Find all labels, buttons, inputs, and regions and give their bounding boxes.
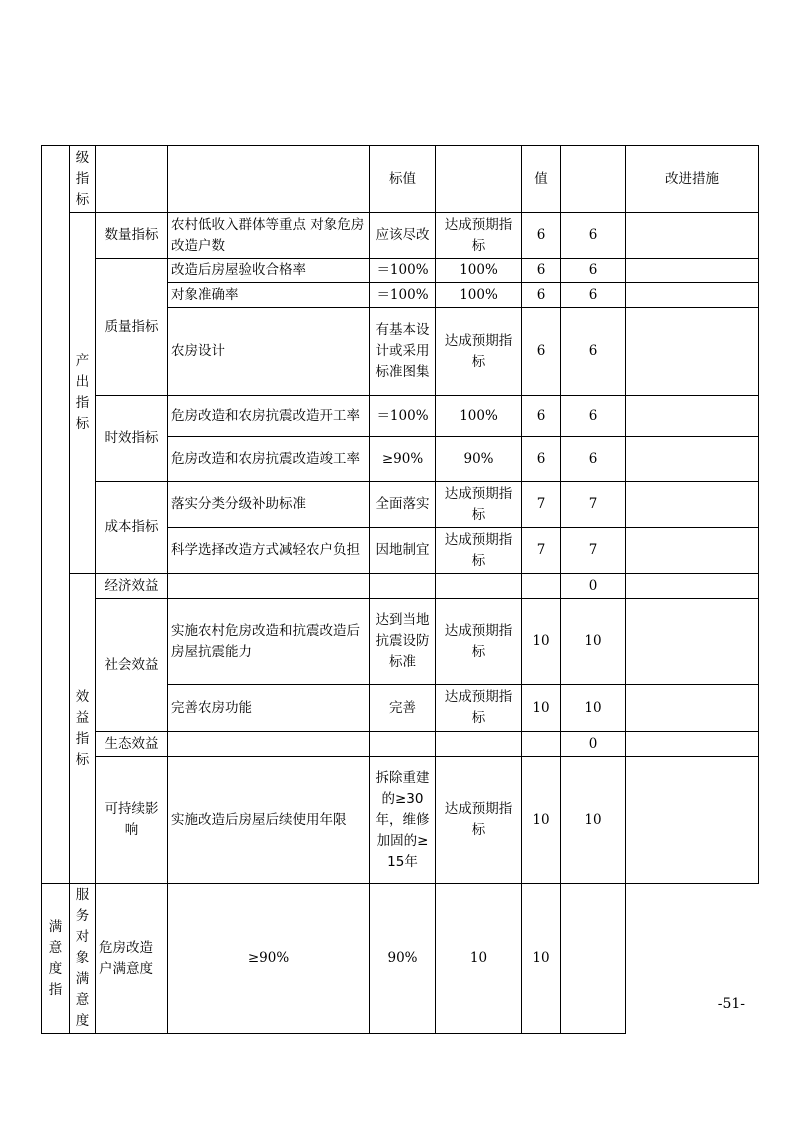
- measure-cell: [626, 308, 759, 396]
- weight-cell: 7: [522, 528, 561, 574]
- actual-cell: 达成预期指标: [436, 213, 522, 259]
- indicator-cell: [168, 574, 370, 599]
- group-effect: 效益指标: [70, 574, 96, 884]
- actual-cell: [436, 574, 522, 599]
- target-cell: 完善: [370, 685, 436, 732]
- header-empty-2: [168, 146, 370, 213]
- indicator-cell: 实施农村危房改造和抗震改造后房屋抗震能力: [168, 599, 370, 685]
- score-cell: 6: [561, 213, 626, 259]
- category-social: 社会效益: [96, 599, 168, 732]
- score-cell: 10: [561, 599, 626, 685]
- actual-cell: 100%: [436, 259, 522, 283]
- first-level-column: [42, 146, 70, 884]
- weight-cell: 6: [522, 283, 561, 308]
- target-cell: ＝100%: [370, 396, 436, 437]
- weight-cell: 7: [522, 482, 561, 528]
- category-timeliness: 时效指标: [96, 396, 168, 482]
- target-cell: [370, 732, 436, 757]
- target-cell: 全面落实: [370, 482, 436, 528]
- actual-cell: 100%: [436, 283, 522, 308]
- score-cell: 10: [522, 884, 561, 1034]
- measure-cell: [626, 599, 759, 685]
- table-row: [42, 259, 759, 283]
- actual-cell: 达成预期指标: [436, 482, 522, 528]
- category-quality: 质量指标: [96, 259, 168, 396]
- category-sustainable: 可持续影响: [96, 757, 168, 884]
- weight-cell: 10: [436, 884, 522, 1034]
- measure-cell: [626, 685, 759, 732]
- category-service: 服务对象满意度: [70, 884, 96, 1034]
- header-level: 级指标: [70, 146, 96, 213]
- indicator-cell: 农村低收入群体等重点 对象危房改造户数: [168, 213, 370, 259]
- indicator-cell: 完善农房功能: [168, 685, 370, 732]
- indicator-cell: [168, 732, 370, 757]
- actual-cell: 达成预期指标: [436, 685, 522, 732]
- score-cell: 7: [561, 482, 626, 528]
- indicator-cell: 危房改造和农房抗震改造竣工率: [168, 437, 370, 482]
- actual-cell: 90%: [436, 437, 522, 482]
- category-ecological: 生态效益: [96, 732, 168, 757]
- measure-cell: [626, 437, 759, 482]
- measure-cell: [626, 283, 759, 308]
- table-row: [42, 732, 759, 757]
- measure-cell: [626, 574, 759, 599]
- weight-cell: 6: [522, 213, 561, 259]
- indicator-cell: 对象准确率: [168, 283, 370, 308]
- actual-cell: 达成预期指标: [436, 757, 522, 884]
- page-number: -51-: [717, 996, 745, 1012]
- score-cell: 6: [561, 308, 626, 396]
- target-cell: ＝100%: [370, 259, 436, 283]
- score-cell: 0: [561, 732, 626, 757]
- measure-cell: [626, 482, 759, 528]
- indicator-cell: 实施改造后房屋后续使用年限: [168, 757, 370, 884]
- target-cell: 应该尽改: [370, 213, 436, 259]
- score-cell: 6: [561, 437, 626, 482]
- actual-cell: 达成预期指标: [436, 308, 522, 396]
- measure-cell: [626, 528, 759, 574]
- category-cost: 成本指标: [96, 482, 168, 574]
- measure-cell: [626, 213, 759, 259]
- header-empty-4: [561, 146, 626, 213]
- target-cell: ≥90%: [168, 884, 370, 1034]
- weight-cell: 10: [522, 599, 561, 685]
- table-row: [42, 482, 759, 528]
- table-row: [42, 599, 759, 685]
- table-row: [42, 574, 759, 599]
- header-empty-1: [96, 146, 168, 213]
- target-cell: ＝100%: [370, 283, 436, 308]
- measure-cell: [626, 732, 759, 757]
- indicator-cell: 落实分类分级补助标准: [168, 482, 370, 528]
- actual-cell: 达成预期指标: [436, 599, 522, 685]
- score-cell: 10: [561, 757, 626, 884]
- category-quantity: 数量指标: [96, 213, 168, 259]
- indicator-cell: 危房改造户满意度: [96, 884, 168, 1034]
- indicator-cell: 农房设计: [168, 308, 370, 396]
- score-cell: 10: [561, 685, 626, 732]
- weight-cell: 10: [522, 757, 561, 884]
- actual-cell: 达成预期指标: [436, 528, 522, 574]
- measure-cell: [626, 259, 759, 283]
- weight-cell: 6: [522, 437, 561, 482]
- performance-table: [41, 145, 759, 1034]
- score-cell: 6: [561, 396, 626, 437]
- indicator-cell: 科学选择改造方式减轻农户负担: [168, 528, 370, 574]
- indicator-cell: 改造后房屋验收合格率: [168, 259, 370, 283]
- table-row: [42, 396, 759, 437]
- weight-cell: 6: [522, 396, 561, 437]
- header-standard: 标值: [370, 146, 436, 213]
- measure-cell: [626, 396, 759, 437]
- weight-cell: [522, 574, 561, 599]
- actual-cell: 100%: [436, 396, 522, 437]
- target-cell: 拆除重建的≥30年，维修加固的≥15年: [370, 757, 436, 884]
- header-row: [42, 146, 759, 213]
- header-value: 值: [522, 146, 561, 213]
- score-cell: 0: [561, 574, 626, 599]
- target-cell: ≥90%: [370, 437, 436, 482]
- target-cell: 达到当地抗震设防标准: [370, 599, 436, 685]
- actual-cell: [436, 732, 522, 757]
- table-row: [42, 213, 759, 259]
- target-cell: 有基本设计或采用标准图集: [370, 308, 436, 396]
- table-row: [42, 757, 759, 884]
- weight-cell: 6: [522, 259, 561, 283]
- score-cell: 6: [561, 283, 626, 308]
- score-cell: 6: [561, 259, 626, 283]
- indicator-cell: 危房改造和农房抗震改造开工率: [168, 396, 370, 437]
- target-cell: 因地制宜: [370, 528, 436, 574]
- target-cell: [370, 574, 436, 599]
- group-satisfaction: 满意度指: [42, 884, 70, 1034]
- score-cell: 7: [561, 528, 626, 574]
- header-measures: 改进措施: [626, 146, 759, 213]
- category-economic: 经济效益: [96, 574, 168, 599]
- weight-cell: 10: [522, 685, 561, 732]
- header-empty-3: [436, 146, 522, 213]
- weight-cell: 6: [522, 308, 561, 396]
- measure-cell: [626, 757, 759, 884]
- group-output: 产出指标: [70, 213, 96, 574]
- actual-cell: 90%: [370, 884, 436, 1034]
- weight-cell: [522, 732, 561, 757]
